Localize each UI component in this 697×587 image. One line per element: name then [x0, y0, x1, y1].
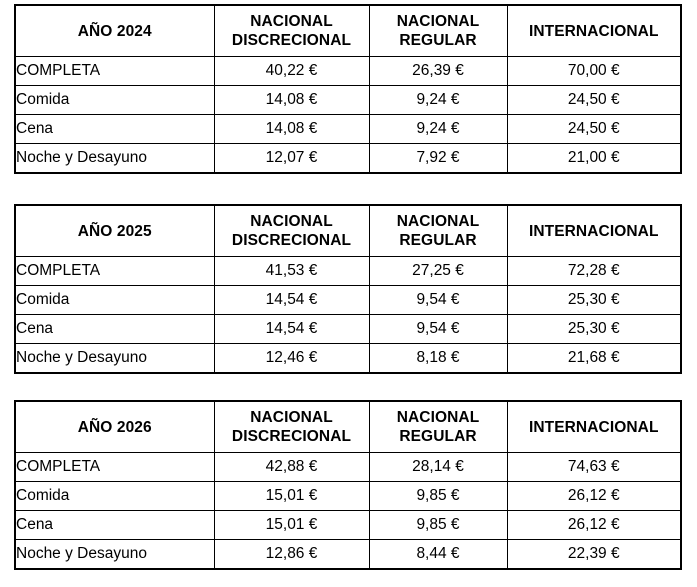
cell-nacional-regular: 28,14 €: [369, 453, 507, 482]
table-row: [15, 482, 681, 511]
header-line-1: NACIONAL: [250, 409, 333, 426]
header-line-1: INTERNACIONAL: [528, 418, 659, 436]
table-row: [15, 540, 681, 570]
table-header-row: [15, 5, 681, 57]
row-label: Noche y Desayuno: [15, 144, 214, 174]
cell-nacional-discrecional: 12,86 €: [214, 540, 369, 570]
row-label: Noche y Desayuno: [15, 344, 214, 374]
column-header-internacional: [507, 401, 681, 453]
header-line-2: REGULAR: [399, 428, 477, 445]
cell-nacional-regular: 8,18 €: [369, 344, 507, 374]
row-label: COMPLETA: [15, 257, 214, 286]
cell-internacional: 21,00 €: [507, 144, 681, 174]
rates-table: [14, 400, 682, 570]
cell-internacional: 22,39 €: [507, 540, 681, 570]
table-row: [15, 453, 681, 482]
header-line-2: DISCRECIONAL: [231, 232, 352, 249]
cell-nacional-discrecional: 14,54 €: [214, 286, 369, 315]
column-header-nacional-regular: [369, 401, 507, 453]
header-line-1: INTERNACIONAL: [528, 22, 659, 40]
column-header-nacional-discrecional: [214, 401, 369, 453]
row-label: Comida: [15, 482, 214, 511]
header-line-1: NACIONAL: [396, 213, 480, 230]
row-label: Cena: [15, 511, 214, 540]
cell-nacional-regular: 9,54 €: [369, 286, 507, 315]
cell-nacional-discrecional: 14,08 €: [214, 86, 369, 115]
cell-nacional-regular: 9,54 €: [369, 315, 507, 344]
year-header: AÑO 2026: [15, 401, 214, 453]
header-line-2: DISCRECIONAL: [231, 428, 352, 445]
cell-nacional-discrecional: 14,54 €: [214, 315, 369, 344]
cell-nacional-discrecional: 14,08 €: [214, 115, 369, 144]
table-header-row: [15, 401, 681, 453]
table-row: [15, 257, 681, 286]
cell-internacional: 24,50 €: [507, 86, 681, 115]
cell-nacional-discrecional: 12,07 €: [214, 144, 369, 174]
column-header-nacional-regular: [369, 205, 507, 257]
rates-table-block-2026: [14, 400, 682, 570]
row-label: Cena: [15, 315, 214, 344]
cell-internacional: 70,00 €: [507, 57, 681, 86]
cell-nacional-discrecional: 42,88 €: [214, 453, 369, 482]
cell-nacional-regular: 9,24 €: [369, 86, 507, 115]
rates-table-block-2025: [14, 204, 682, 374]
cell-internacional: 74,63 €: [507, 453, 681, 482]
column-header-internacional: [507, 205, 681, 257]
table-row: [15, 315, 681, 344]
column-header-nacional-discrecional: [214, 5, 369, 57]
row-label: Noche y Desayuno: [15, 540, 214, 570]
row-label: Comida: [15, 286, 214, 315]
header-line-2: REGULAR: [399, 232, 477, 249]
year-header: AÑO 2024: [15, 5, 214, 57]
header-line-1: NACIONAL: [396, 409, 480, 426]
cell-internacional: 26,12 €: [507, 511, 681, 540]
cell-nacional-discrecional: 41,53 €: [214, 257, 369, 286]
cell-nacional-discrecional: 15,01 €: [214, 482, 369, 511]
table-row: [15, 144, 681, 174]
cell-nacional-regular: 9,85 €: [369, 482, 507, 511]
cell-nacional-regular: 26,39 €: [369, 57, 507, 86]
row-label: Cena: [15, 115, 214, 144]
cell-nacional-regular: 8,44 €: [369, 540, 507, 570]
table-row: [15, 57, 681, 86]
cell-internacional: 25,30 €: [507, 315, 681, 344]
cell-internacional: 25,30 €: [507, 286, 681, 315]
column-header-nacional-discrecional: [214, 205, 369, 257]
header-line-1: NACIONAL: [250, 13, 333, 30]
cell-nacional-discrecional: 15,01 €: [214, 511, 369, 540]
cell-internacional: 72,28 €: [507, 257, 681, 286]
column-header-nacional-regular: [369, 5, 507, 57]
cell-internacional: 21,68 €: [507, 344, 681, 374]
cell-nacional-regular: 7,92 €: [369, 144, 507, 174]
cell-nacional-discrecional: 12,46 €: [214, 344, 369, 374]
header-line-2: REGULAR: [399, 32, 477, 49]
cell-nacional-regular: 27,25 €: [369, 257, 507, 286]
year-header: AÑO 2025: [15, 205, 214, 257]
header-line-1: NACIONAL: [396, 13, 480, 30]
table-row: [15, 511, 681, 540]
rates-table: [14, 204, 682, 374]
row-label: Comida: [15, 86, 214, 115]
header-line-2: DISCRECIONAL: [231, 32, 352, 49]
table-header-row: [15, 205, 681, 257]
column-header-internacional: [507, 5, 681, 57]
cell-internacional: 26,12 €: [507, 482, 681, 511]
row-label: COMPLETA: [15, 57, 214, 86]
table-row: [15, 86, 681, 115]
cell-nacional-regular: 9,24 €: [369, 115, 507, 144]
table-row: [15, 115, 681, 144]
cell-nacional-discrecional: 40,22 €: [214, 57, 369, 86]
header-line-1: INTERNACIONAL: [528, 222, 659, 240]
table-row: [15, 286, 681, 315]
cell-nacional-regular: 9,85 €: [369, 511, 507, 540]
header-line-1: NACIONAL: [250, 213, 333, 230]
cell-internacional: 24,50 €: [507, 115, 681, 144]
table-row: [15, 344, 681, 374]
row-label: COMPLETA: [15, 453, 214, 482]
rates-table-block-2024: [14, 4, 682, 174]
rates-table: [14, 4, 682, 174]
